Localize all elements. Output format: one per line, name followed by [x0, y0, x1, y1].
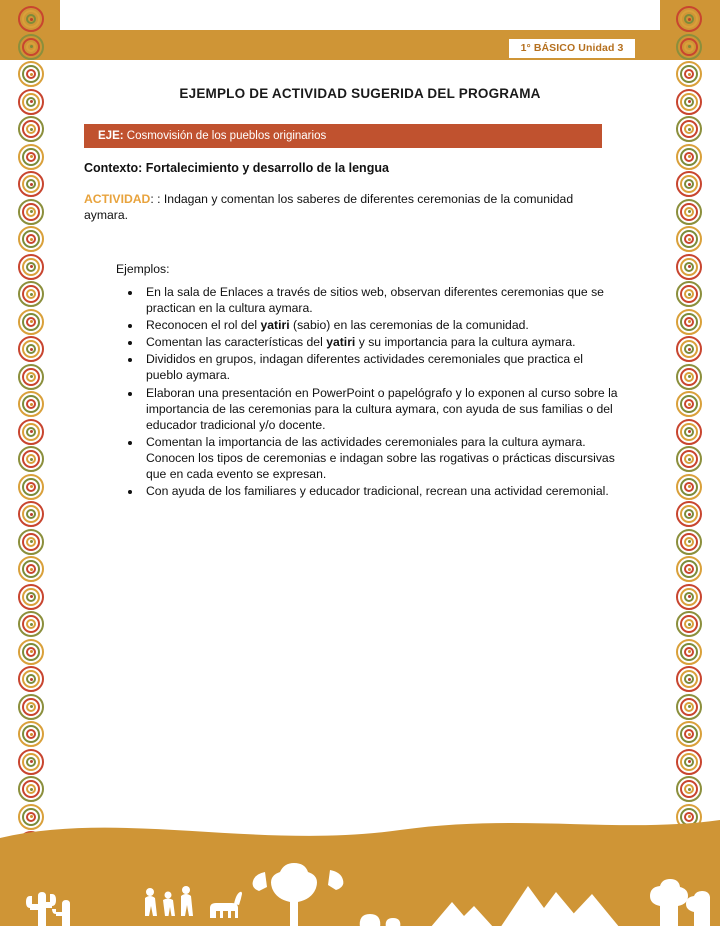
- bottom-landscape-illustration: [0, 800, 720, 932]
- border-motif-icon: [18, 34, 44, 60]
- border-motif-icon: [18, 611, 44, 637]
- border-motif-icon: [18, 556, 44, 582]
- border-motif-icon: [18, 281, 44, 307]
- border-motif-icon: [18, 6, 44, 32]
- border-motif-icon: [18, 226, 44, 252]
- context-line: Contexto: Fortalecimiento y desarrollo de la lengua: [84, 161, 389, 175]
- list-item: • Divididos en grupos, indagan diferentes actividades ceremoniales que practica el pueblo aymara.: [142, 351, 622, 383]
- border-motif-icon: [18, 61, 44, 87]
- list-item: • En la sala de Enlaces a través de sitios web, observan diferentes ceremonias que se practican en la cultura aymara.: [142, 284, 622, 316]
- list-item: • Reconocen el rol del yatiri (sabio) en las ceremonias de la comunidad.: [142, 317, 622, 333]
- border-motif-icon: [18, 721, 44, 747]
- activity-label: ACTIVIDAD: [84, 192, 151, 206]
- border-motif-icon: [18, 419, 44, 445]
- list-item: • Comentan la importancia de las actividades ceremoniales para la cultura aymara. Conocen los tipos de ceremonias e indagan sobre las rogativas o prácticas discursivas que en cada evento se expresan.: [142, 434, 622, 482]
- border-motif-icon: [676, 501, 702, 527]
- border-motif-icon: [18, 364, 44, 390]
- left-decorative-border: [0, 0, 62, 932]
- border-motif-icon: [676, 391, 702, 417]
- examples-heading: Ejemplos:: [116, 261, 170, 276]
- border-motif-icon: [18, 474, 44, 500]
- border-motif-icon: [18, 694, 44, 720]
- document-content: [84, 72, 636, 500]
- border-motif-icon: [676, 199, 702, 225]
- page-title: EJEMPLO DE ACTIVIDAD SUGERIDA DEL PROGRAMA: [179, 86, 541, 101]
- border-motif-icon: [18, 391, 44, 417]
- border-motif-icon: [676, 144, 702, 170]
- border-motif-icon: [676, 226, 702, 252]
- border-motif-icon: [18, 749, 44, 775]
- border-motif-icon: [676, 611, 702, 637]
- border-motif-icon: [18, 446, 44, 472]
- border-motif-icon: [676, 776, 702, 802]
- border-motif-icon: [18, 584, 44, 610]
- border-motif-icon: [676, 61, 702, 87]
- border-motif-icon: [676, 89, 702, 115]
- border-motif-icon: [676, 116, 702, 142]
- activity-paragraph: [84, 191, 594, 224]
- border-motif-icon: [18, 666, 44, 692]
- border-motif-icon: [676, 171, 702, 197]
- border-motif-icon: [18, 501, 44, 527]
- list-item: • Con ayuda de los familiares y educador tradicional, recrean una actividad ceremonial.: [142, 483, 622, 499]
- border-motif-icon: [676, 419, 702, 445]
- border-motif-icon: [676, 281, 702, 307]
- eje-banner: [84, 124, 602, 148]
- activity-text: : : Indagan y comentan los saberes de diferentes ceremonias de la comunidad aymara.: [84, 192, 574, 223]
- border-motif-icon: [676, 364, 702, 390]
- list-item: • Elaboran una presentación en PowerPoint o papelógrafo y lo exponen al curso sobre la importancia de las ceremonias para la cultura aymara, con ayuda de sus familias o del educador tradicional y/o docente.: [142, 385, 622, 433]
- border-motif-icon: [676, 666, 702, 692]
- border-motif-icon: [676, 584, 702, 610]
- border-motif-icon: [18, 336, 44, 362]
- border-motif-icon: [676, 309, 702, 335]
- border-motif-icon: [676, 556, 702, 582]
- border-motif-icon: [676, 694, 702, 720]
- border-motif-icon: [18, 639, 44, 665]
- border-motif-icon: [676, 529, 702, 555]
- border-motif-icon: [676, 34, 702, 60]
- border-motif-icon: [18, 529, 44, 555]
- border-motif-icon: [18, 89, 44, 115]
- border-motif-icon: [676, 254, 702, 280]
- border-motif-icon: [676, 6, 702, 32]
- border-motif-icon: [676, 446, 702, 472]
- border-motif-icon: [18, 116, 44, 142]
- border-motif-icon: [18, 144, 44, 170]
- list-item: • Comentan las características del yatiri y su importancia para la cultura aymara.: [142, 334, 622, 350]
- right-decorative-border: [658, 0, 720, 932]
- border-motif-icon: [676, 336, 702, 362]
- border-motif-icon: [676, 749, 702, 775]
- top-band-notch: [60, 0, 660, 30]
- eje-label: EJE:: [98, 130, 124, 142]
- border-motif-icon: [676, 474, 702, 500]
- border-motif-icon: [18, 254, 44, 280]
- border-motif-icon: [18, 776, 44, 802]
- border-motif-icon: [18, 171, 44, 197]
- examples-list: [84, 284, 622, 499]
- border-motif-icon: [18, 309, 44, 335]
- border-motif-icon: [676, 721, 702, 747]
- border-motif-icon: [18, 199, 44, 225]
- border-motif-icon: [676, 639, 702, 665]
- eje-value: Cosmovisión de los pueblos originarios: [126, 130, 327, 142]
- unit-badge: 1° BÁSICO Unidad 3: [508, 38, 636, 59]
